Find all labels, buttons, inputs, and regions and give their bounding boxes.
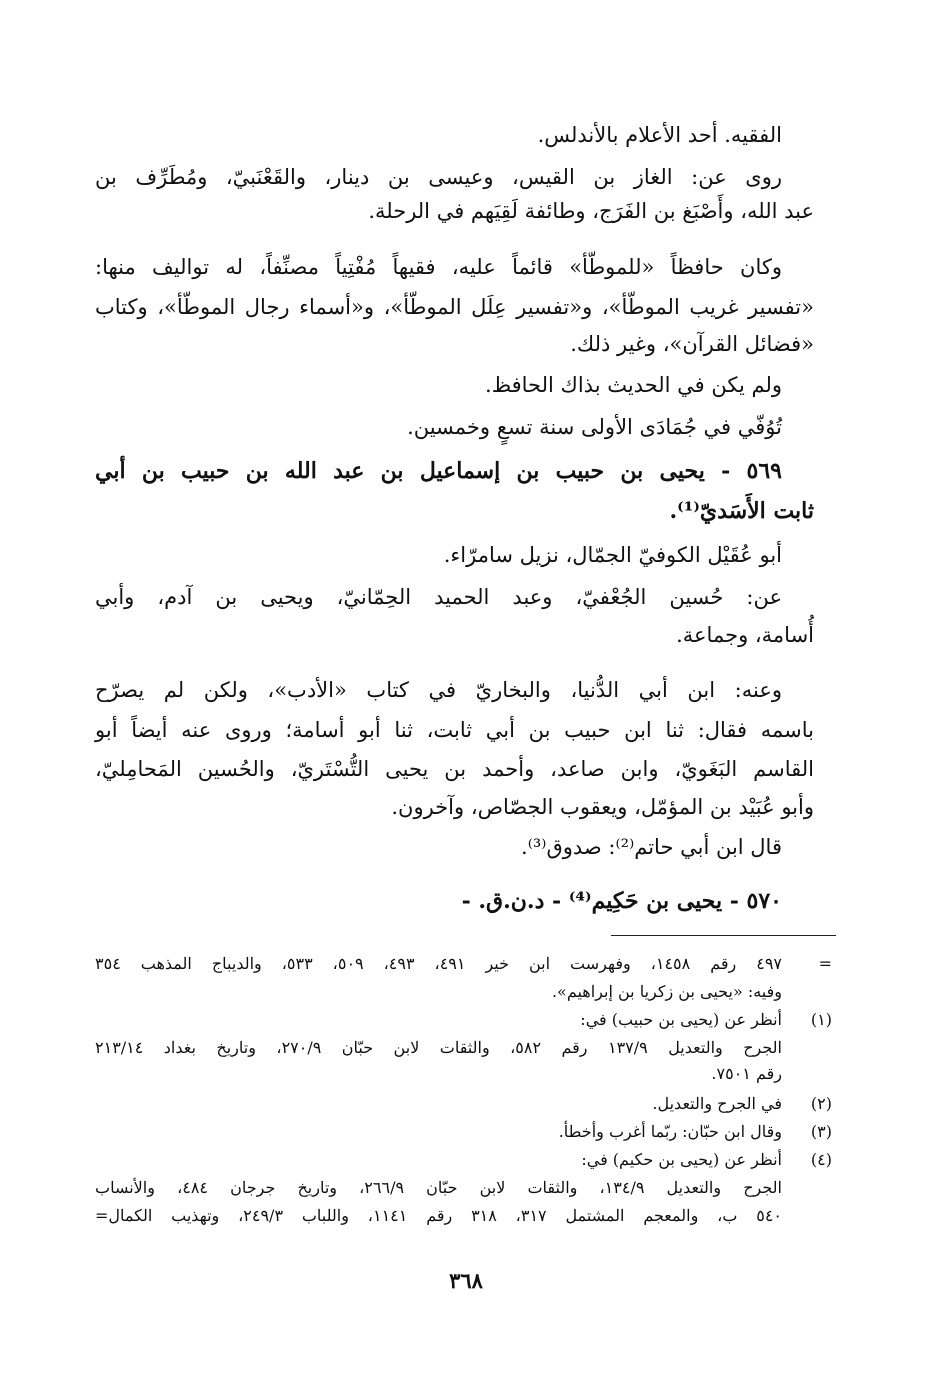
body-line: ولم يكن في الحديث بذاك الحافظ. xyxy=(485,373,782,397)
entry-heading: ثابت الأَسَديّ⁽¹⁾. xyxy=(669,498,814,524)
body-line: وكان حافظاً «للموطّأ» قائماً عليه، فقيهاً مُفْتِياً مصنِّفاً، له تواليف منها: xyxy=(95,255,782,279)
body-line: «فضائل القرآن»، وغير ذلك. xyxy=(570,332,814,356)
body-line: وأبو عُبَيْد بن المؤمّل، ويعقوب الجصّاص، وآخرون. xyxy=(391,795,814,819)
footnote-number: (٣) xyxy=(810,1122,832,1141)
footnote-continuation-marker: = xyxy=(818,954,832,973)
footnote-line: الجرح والتعديل ١٣٧/٩ رقم ٥٨٢، والثقات لابن حبّان ٢٧٠/٩، وتاريخ بغداد ٢١٣/١٤ xyxy=(95,1038,783,1057)
footnote-line: أنظر عن (يحيى بن حبيب) في: xyxy=(580,1010,782,1029)
footnote-number: (١) xyxy=(810,1010,832,1029)
body-line: «تفسير غريب الموطّأ»، و«تفسير عِلَل الموطّأ»، و«أسماء رجال الموطّأ»، وكتاب xyxy=(95,295,814,319)
body-line: روى عن: الغاز بن القيس، وعيسى بن دينار، والقَعْنَبيّ، ومُطَرِّف بن xyxy=(95,165,782,189)
footnote-line: رقم ٧٥٠١. xyxy=(711,1064,782,1083)
body-line: الفقيه. أحد الأعلام بالأندلس. xyxy=(537,123,782,147)
body-line: عبد الله، وأَصْبَغ بن الفَرَج، وطائفة لَقِيَهم في الرحلة. xyxy=(368,199,814,223)
entry-heading: ٥٧٠ - يحيى بن حَكِيم⁽⁴⁾ - د.ن.ق. - xyxy=(461,888,782,914)
body-line: أبو عُقَيْل الكوفيّ الجمّال، نزيل سامرّاء. xyxy=(443,543,782,567)
footnote-separator xyxy=(611,935,836,936)
footnote-number: (٢) xyxy=(810,1094,832,1113)
body-line: وعنه: ابن أبي الدُّنيا، والبخاريّ في كتاب «الأدب»، ولكن لم يصرّح xyxy=(95,678,782,702)
footnote-line: وقال ابن حبّان: ربّما أغرب وأخطأ. xyxy=(558,1122,782,1141)
footnote-number: (٤) xyxy=(810,1150,832,1169)
footnote-line: ٥٤٠ ب، والمعجم المشتمل ٣١٧، ٣١٨ رقم ١١٤١، واللباب ٢٤٩/٣، وتهذيب الكمال= xyxy=(95,1206,783,1225)
body-line: تُوُفّي في جُمَادَى الأولى سنة تسعٍ وخمسين. xyxy=(407,415,782,439)
body-line: قال ابن أبي حاتم⁽²⁾: صدوق⁽³⁾. xyxy=(521,835,782,859)
body-line: أُسامة، وجماعة. xyxy=(676,623,814,647)
footnote-line: ٤٩٧ رقم ١٤٥٨، وفهرست ابن خير ٤٩١، ٤٩٣، ٥٠٩، ٥٣٣، والديباج المذهب ٣٥٤ xyxy=(95,954,782,973)
footnote-line: الجرح والتعديل ١٣٤/٩، والثقات لابن حبّان ٢٦٦/٩، وتاريخ جرجان ٤٨٤، والأنساب xyxy=(95,1178,782,1197)
body-line: القاسم البَغَويّ، وابن صاعد، وأحمد بن يحيى التُّسْتَريّ، والحُسين المَحامِليّ، xyxy=(95,757,814,781)
entry-heading: ٥٦٩ - يحيى بن حبيب بن إسماعيل بن عبد الله بن حبيب بن أبي xyxy=(95,458,782,484)
footnote-line: أنظر عن (يحيى بن حكيم) في: xyxy=(581,1150,782,1169)
body-line: عن: حُسين الجُعْفيّ، وعبد الحميد الحِمّانيّ، ويحيى بن آدم، وأبي xyxy=(95,585,782,609)
footnote-line: في الجرح والتعديل. xyxy=(652,1094,782,1113)
page-number: ٣٦٨ xyxy=(449,1268,483,1293)
footnote-line: وفيه: «يحيى بن زكريا بن إبراهيم». xyxy=(551,982,782,1001)
body-line: باسمه فقال: ثنا ابن حبيب بن أبي ثابت، ثنا أبو أسامة؛ وروى عنه أيضاً أبو xyxy=(95,718,814,742)
